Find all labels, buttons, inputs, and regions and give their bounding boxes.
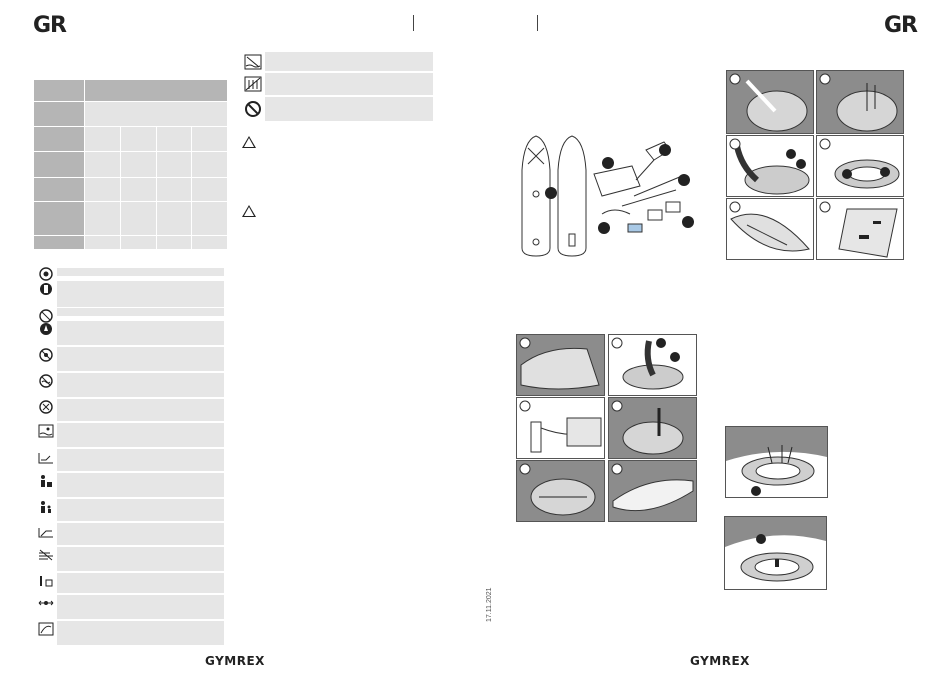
- leash-icon: [37, 595, 55, 610]
- step-panel: [816, 135, 904, 197]
- step-panel: [726, 135, 814, 197]
- person-icon: [37, 473, 55, 488]
- surfer-icon: [37, 621, 55, 636]
- step-panel: [726, 70, 814, 134]
- step-panel: [516, 397, 605, 459]
- pictogram-row: [243, 97, 433, 121]
- print-date: 17.11.2021: [486, 587, 493, 622]
- spec-table: [34, 79, 227, 249]
- warning-row: [37, 547, 224, 571]
- step-panel: [608, 397, 697, 459]
- warning-row: [37, 399, 224, 421]
- no-sharp-icon: [37, 347, 55, 362]
- water-temp-icon: [243, 52, 263, 71]
- step-panel: [816, 198, 904, 260]
- step-panel: [516, 460, 605, 522]
- warning-row: [37, 449, 224, 471]
- warning-row: [37, 373, 224, 397]
- warning-row: [37, 595, 224, 619]
- no-sign-icon: [243, 97, 263, 121]
- warning-row: [37, 523, 224, 545]
- warning-icon: [37, 266, 55, 281]
- warning-row: [37, 473, 224, 497]
- no-wave-icon: [37, 373, 55, 388]
- logo-right: GR: [884, 13, 917, 38]
- no-tools-icon: [37, 399, 55, 414]
- distance-shore-icon: [37, 523, 55, 538]
- warning-row: [37, 423, 224, 447]
- shallow-water-icon: [37, 449, 55, 464]
- life-vest-icon: [37, 281, 55, 296]
- warning-row: [37, 499, 224, 521]
- step-panel: [608, 334, 697, 396]
- valve-detail-panel: [724, 516, 827, 590]
- pictogram-row: [243, 73, 433, 95]
- pictogram-row: [243, 52, 433, 71]
- delivery-illustration: [514, 130, 700, 262]
- valve-detail-panel: [725, 426, 828, 498]
- brand-footer-left: GYMREX: [205, 654, 265, 668]
- lifeguard-icon: [37, 573, 55, 588]
- warning-triangle-icon: !: [242, 205, 256, 217]
- wind-icon: [37, 547, 55, 562]
- warning-row: [37, 621, 224, 645]
- swimmer-icon: [37, 423, 55, 438]
- warning-row: [37, 281, 224, 307]
- adult-child-icon: [37, 499, 55, 514]
- warning-row: [37, 321, 224, 345]
- heat-icon: [243, 73, 263, 95]
- step-panel: [608, 460, 697, 522]
- no-fire-icon: [37, 321, 55, 336]
- logo-left: GR: [33, 13, 66, 38]
- step-panel: [816, 70, 904, 134]
- brand-footer-right: GYMREX: [690, 654, 750, 668]
- divider-left: [413, 15, 414, 31]
- step-panel: [516, 334, 605, 396]
- warning-triangle-icon: !: [242, 136, 256, 148]
- divider-right: [537, 15, 538, 31]
- warning-row: [37, 308, 224, 318]
- warning-row: [37, 347, 224, 371]
- warning-row: [37, 573, 224, 593]
- warning-row: [37, 266, 224, 278]
- step-panel: [726, 198, 814, 260]
